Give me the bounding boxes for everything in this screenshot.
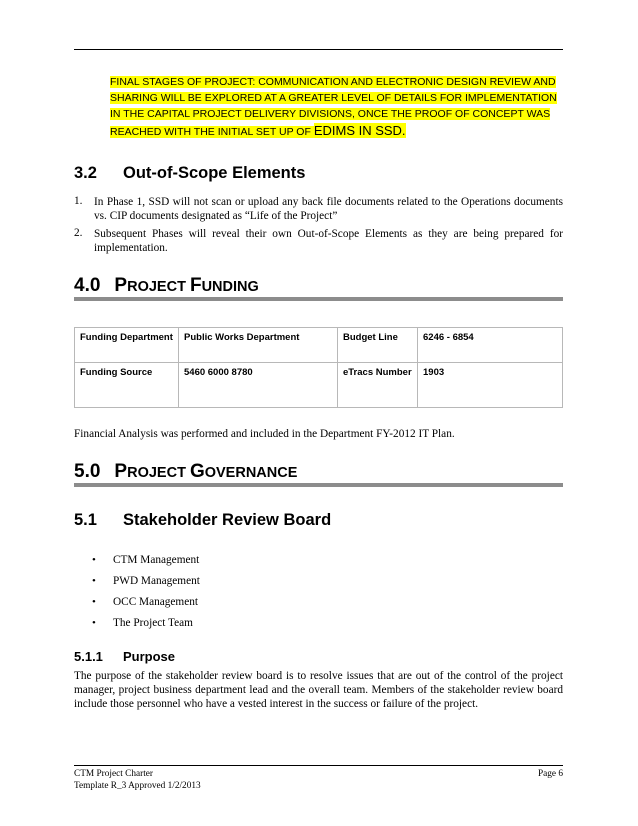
list-item: The Project Team bbox=[113, 617, 193, 629]
footer-template: Template R_3 Approved 1/2/2013 bbox=[74, 781, 201, 791]
funding-table bbox=[74, 327, 563, 408]
table-cell: 5460 6000 8780 bbox=[179, 363, 338, 408]
section-5-1-1-heading bbox=[74, 649, 563, 667]
section-title: Out-of-Scope Elements bbox=[123, 164, 306, 182]
table-cell: Funding Source bbox=[75, 363, 179, 408]
list-item: CTM Management bbox=[113, 554, 200, 566]
section-number: 3.2 bbox=[74, 164, 97, 182]
header-rule bbox=[74, 49, 563, 50]
note-line-4: REACHED WITH THE INITIAL SET UP OF EDIMS IN SSD. bbox=[110, 122, 406, 138]
section-title: Stakeholder Review Board bbox=[123, 511, 332, 529]
note-line-1: FINAL STAGES OF PROJECT: COMMUNICATION AND ELECTRONIC DESIGN REVIEW AND bbox=[110, 76, 556, 88]
table-row bbox=[75, 363, 563, 408]
list-item: PWD Management bbox=[113, 575, 200, 587]
table-cell: Public Works Department bbox=[179, 328, 338, 363]
footer-page-number: Page 6 bbox=[537, 769, 563, 779]
note-line-4-end: EDIMS IN SSD. bbox=[313, 122, 406, 138]
section-number: 5.1 bbox=[74, 511, 97, 529]
section-number: 5.1.1 bbox=[74, 649, 103, 664]
footer-doc-title: CTM Project Charter bbox=[74, 769, 154, 779]
section-5-1-heading bbox=[74, 511, 563, 533]
table-cell: 1903 bbox=[418, 363, 563, 408]
bullet-icon: • bbox=[92, 596, 96, 608]
list-item: In Phase 1, SSD will not scan or upload any back file documents related to the Operations documents vs. CIP documents designated as “Life of the Project” bbox=[94, 196, 563, 222]
bullet-icon: • bbox=[92, 575, 96, 587]
table-cell: 6246 - 6854 bbox=[418, 328, 563, 363]
list-number: 1. bbox=[74, 195, 83, 207]
section-number: 5.0 bbox=[74, 461, 101, 482]
list-item: Subsequent Phases will reveal their own Out-of-Scope Elements as they are being prepared for implementation. bbox=[94, 228, 563, 254]
financial-note: Financial Analysis was performed and included in the Department FY-2012 IT Plan. bbox=[74, 428, 455, 440]
section-number: 4.0 bbox=[74, 275, 101, 296]
table-row bbox=[75, 328, 563, 363]
footer-rule bbox=[74, 765, 563, 766]
note-line-3: IN THE CAPITAL PROJECT DELIVERY DIVISIONS, ONCE THE PROOF OF CONCEPT WAS bbox=[110, 108, 551, 121]
purpose-paragraph: The purpose of the stakeholder review board is to resolve issues that are out of the control of the project manager, project business department lead and the overall team. Members of the stakeholder review board include those personnel who have a vested interest in the success or failure of the project. bbox=[74, 670, 563, 710]
section-4-0-heading: 4.0 PROJECT FUNDING bbox=[74, 275, 259, 296]
list-number: 2. bbox=[74, 227, 83, 239]
table-cell: eTracs Number bbox=[338, 363, 418, 408]
table-cell: Funding Department bbox=[75, 328, 179, 363]
heading-rule bbox=[74, 483, 563, 487]
bullet-icon: • bbox=[92, 554, 96, 566]
note-line-2: SHARING WILL BE EXPLORED AT A GREATER LEVEL OF DETAILS FOR IMPLEMENTATION bbox=[110, 92, 557, 105]
list-item: OCC Management bbox=[113, 596, 199, 608]
heading-rule bbox=[74, 297, 563, 301]
section-5-0-heading: 5.0 PROJECT GOVERNANCE bbox=[74, 461, 298, 482]
section-3-2-heading bbox=[74, 164, 563, 186]
table-cell: Budget Line bbox=[338, 328, 418, 363]
bullet-icon: • bbox=[92, 617, 96, 629]
highlighted-note bbox=[110, 74, 562, 140]
section-title: Purpose bbox=[123, 649, 176, 664]
